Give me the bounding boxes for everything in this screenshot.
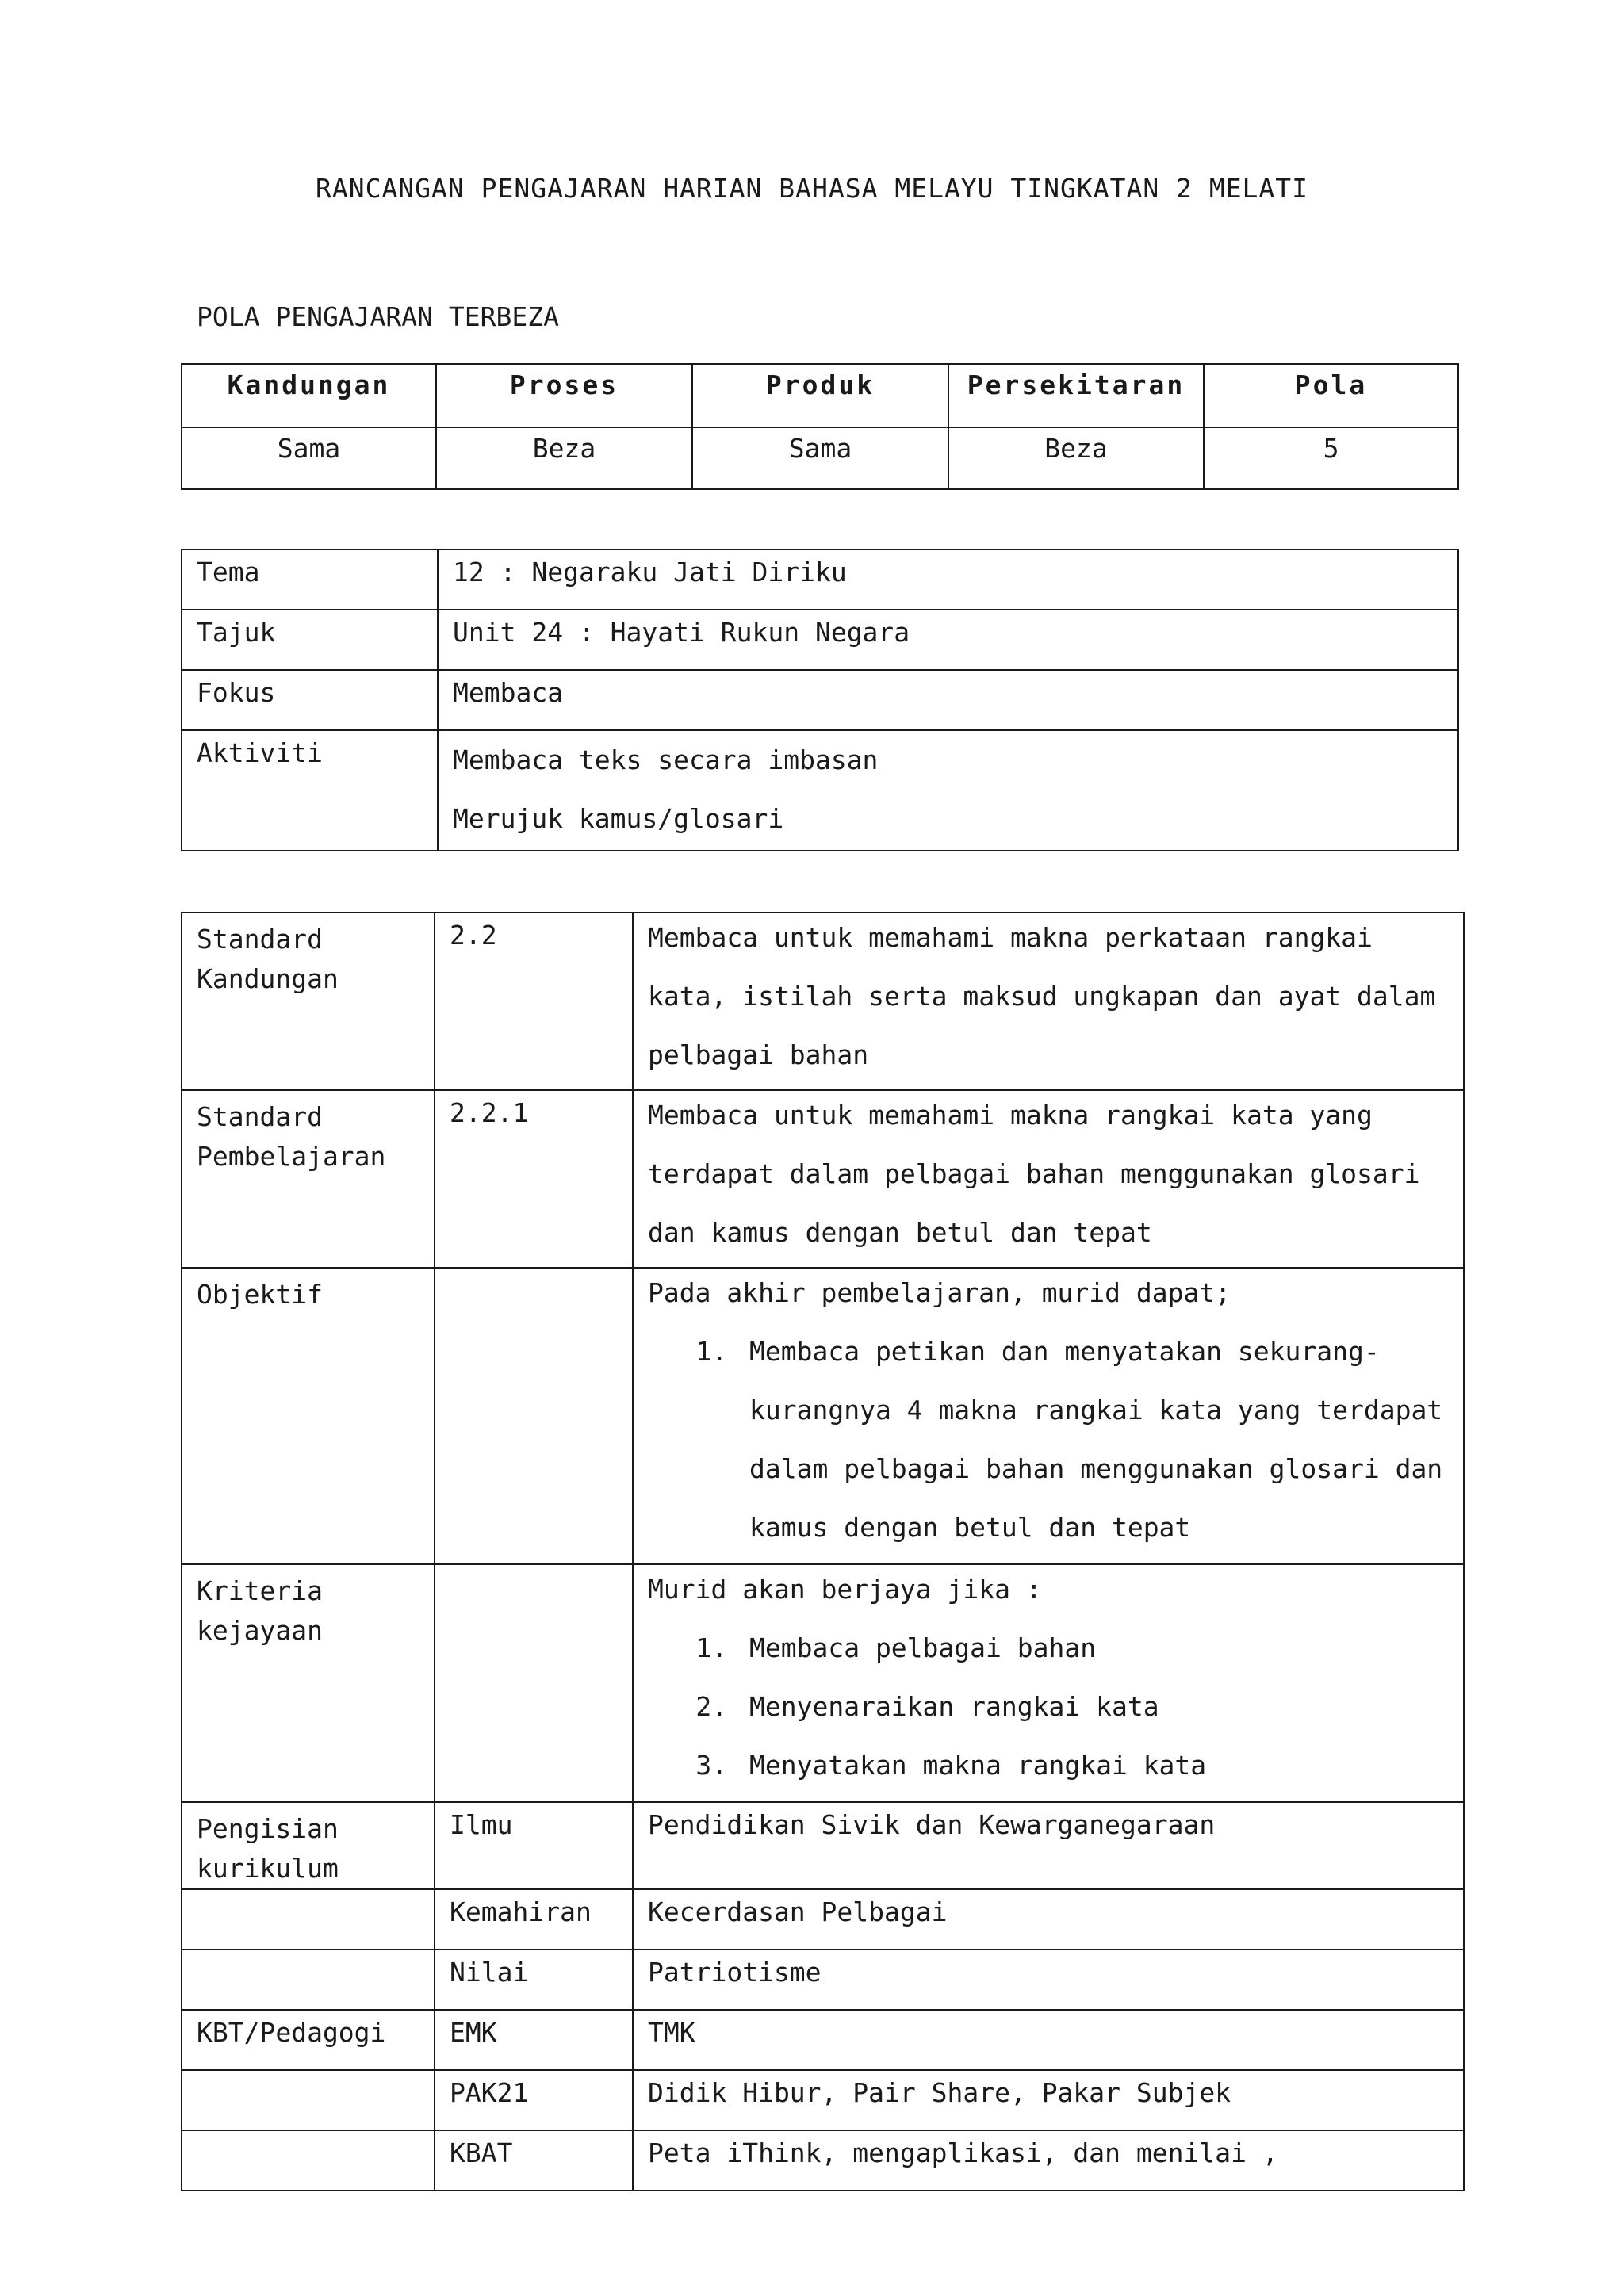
value-persekitaran: Beza [948, 427, 1204, 489]
tajuk-value: Unit 24 : Hayati Rukun Negara [438, 610, 1458, 670]
tema-label: Tema [182, 549, 438, 610]
document-title: RANCANGAN PENGAJARAN HARIAN BAHASA MELAYU TINGKATAN 2 MELATI [315, 173, 1309, 204]
header-pola: Pola [1204, 364, 1458, 427]
empty-label-cell [182, 1950, 435, 2010]
pola-table [181, 363, 1459, 490]
kbat-key: KBAT [435, 2130, 633, 2191]
empty-label-cell [182, 1889, 435, 1950]
objektif-label: Objektif [182, 1268, 435, 1564]
sp-code: 2.2.1 [435, 1090, 633, 1268]
kriteria-item: 2. Menyenaraikan rangkai kata [743, 1678, 1449, 1736]
kriteria-kejayaan-row [182, 1564, 1464, 1802]
pak21-value: Didik Hibur, Pair Share, Pakar Subjek [633, 2070, 1464, 2130]
pengisian-nilai-row [182, 1950, 1464, 2010]
tajuk-row [182, 610, 1458, 670]
kemahiran-value: Kecerdasan Pelbagai [633, 1889, 1464, 1950]
aktiviti-value [438, 730, 1458, 851]
sp-text [633, 1090, 1464, 1268]
emk-key: EMK [435, 2010, 633, 2070]
empty-label-cell [182, 2130, 435, 2191]
sk-code: 2.2 [435, 913, 633, 1090]
objektif-code [435, 1268, 633, 1564]
header-produk: Produk [692, 364, 948, 427]
nilai-value: Patriotisme [633, 1950, 1464, 2010]
kbat-value: Peta iThink, mengaplikasi, dan menilai , [633, 2130, 1464, 2191]
sp-label: Standard Pembelajaran [182, 1090, 435, 1268]
tajuk-label: Tajuk [182, 610, 438, 670]
pola-header-row [182, 364, 1458, 427]
sp-description: Membaca untuk memahami makna rangkai kata yang terdapat dalam pelbagai bahan menggunakan glosari dan kamus dengan betul dan tepat [648, 1100, 1420, 1248]
aktiviti-line: Merujuk kamus/glosari [453, 803, 784, 834]
sk-label: Standard Kandungan [182, 913, 435, 1090]
kbt-kbat-row [182, 2130, 1464, 2191]
fokus-value: Membaca [438, 670, 1458, 730]
pengisian-label: Pengisian kurikulum [182, 1802, 435, 1889]
empty-label-cell [182, 2070, 435, 2130]
standard-kandungan-row [182, 913, 1464, 1090]
kriteria-list [648, 1619, 1449, 1795]
sk-text [633, 913, 1464, 1090]
objektif-list [648, 1322, 1449, 1557]
aktiviti-line: Membaca teks secara imbasan [453, 744, 879, 775]
value-produk: Sama [692, 427, 948, 489]
objektif-content [633, 1268, 1464, 1564]
standard-pembelajaran-row [182, 1090, 1464, 1268]
fokus-row [182, 670, 1458, 730]
value-kandungan: Sama [182, 427, 436, 489]
header-proses: Proses [436, 364, 692, 427]
kriteria-code [435, 1564, 633, 1802]
value-pola: 5 [1204, 427, 1458, 489]
tema-row [182, 549, 1458, 610]
tema-value: 12 : Negaraku Jati Diriku [438, 549, 1458, 610]
kriteria-intro: Murid akan berjaya jika : [648, 1574, 1042, 1605]
sk-description: Membaca untuk memahami makna perkataan rangkai kata, istilah serta maksud ungkapan dan ayat dalam pelbagai bahan [648, 922, 1436, 1070]
header-persekitaran: Persekitaran [948, 364, 1204, 427]
kbt-label: KBT/Pedagogi [182, 2010, 435, 2070]
lesson-plan-table [181, 912, 1465, 2191]
kbt-emk-row [182, 2010, 1464, 2070]
objektif-intro: Pada akhir pembelajaran, murid dapat; [648, 1277, 1231, 1308]
ilmu-value: Pendidikan Sivik dan Kewarganegaraan [633, 1802, 1464, 1889]
kriteria-item: 1. Membaca pelbagai bahan [743, 1619, 1449, 1678]
pola-value-row [182, 427, 1458, 489]
pak21-key: PAK21 [435, 2070, 633, 2130]
kriteria-content [633, 1564, 1464, 1802]
aktiviti-label: Aktiviti [182, 730, 438, 851]
kbt-pak21-row [182, 2070, 1464, 2130]
header-kandungan: Kandungan [182, 364, 436, 427]
objektif-item: 1. Membaca petikan dan menyatakan sekurang-kurangnya 4 makna rangkai kata yang terdapat dalam pelbagai bahan menggunakan glosari dan kamus dengan betul dan tepat [743, 1322, 1449, 1557]
ilmu-key: Ilmu [435, 1802, 633, 1889]
kemahiran-key: Kemahiran [435, 1889, 633, 1950]
kriteria-item: 3. Menyatakan makna rangkai kata [743, 1736, 1449, 1795]
fokus-label: Fokus [182, 670, 438, 730]
value-proses: Beza [436, 427, 692, 489]
section-heading: POLA PENGAJARAN TERBEZA [197, 301, 559, 332]
objektif-row [182, 1268, 1464, 1564]
topic-table [181, 549, 1459, 851]
pengisian-kemahiran-row [182, 1889, 1464, 1950]
kriteria-label: Kriteria kejayaan [182, 1564, 435, 1802]
pengisian-ilmu-row [182, 1802, 1464, 1889]
emk-value: TMK [633, 2010, 1464, 2070]
nilai-key: Nilai [435, 1950, 633, 2010]
aktiviti-row [182, 730, 1458, 851]
